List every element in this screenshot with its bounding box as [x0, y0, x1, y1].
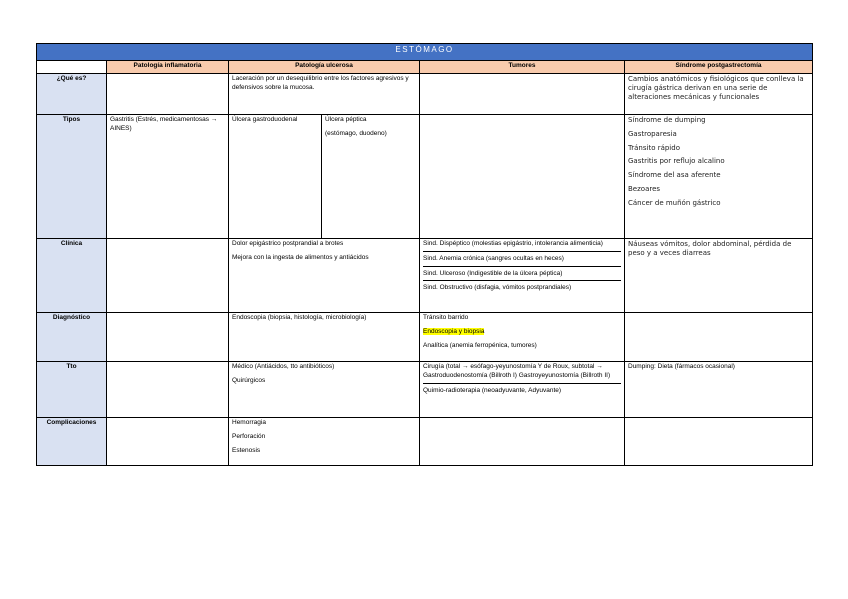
cell-que-es-tumores: [420, 74, 625, 115]
list-item: Tránsito barrido: [423, 314, 469, 321]
list-item: Sind. Dispéptico (molestias epigástrio, intolerancia alimenticia): [423, 240, 621, 252]
list-item: Hemorragia: [232, 419, 266, 426]
list-item: Síndrome de dumping: [628, 116, 706, 124]
cell-complicaciones-ulcerosa: [229, 418, 420, 466]
header-sindrome: Síndrome postgastrectomía: [625, 61, 813, 74]
cell-clinica-tumores: [420, 239, 625, 313]
table-title: ESTÓMAGO: [37, 44, 813, 61]
list-item: Quimio-radioterapia (neoadyuvante, Adyuvante): [423, 386, 562, 394]
cell-tto-ulcerosa: [229, 362, 420, 418]
header-corner: [37, 61, 107, 74]
list-item: Sind. Obstructivo (disfagia, vómitos postprandiales): [423, 284, 572, 292]
list-item: Gastroparesia: [628, 129, 677, 138]
list-item: Mejora con la ingesta de alimentos y antiácidos: [232, 253, 369, 261]
cell-clinica-ulcerosa: [229, 239, 420, 313]
cell-tipos-ulcera-peptica: [322, 115, 420, 239]
list-item: Gastritis por reflujo alcalino: [628, 157, 725, 166]
cell-diagnostico-inflamatoria: [107, 313, 229, 362]
list-item: Analítica (anemia ferropénica, tumores): [423, 341, 537, 349]
row-label-que-es: ¿Qué es?: [37, 74, 107, 115]
list-item: Síndrome del asa aferente: [628, 171, 721, 179]
list-item: Tránsito rápido: [628, 143, 680, 152]
stomach-table: [36, 43, 813, 466]
cell-que-es-ulcerosa: Laceración por un desequilibrio entre los factores agresivos y defensivos sobre la mucosa.: [229, 74, 420, 115]
cell-diagnostico-tumores: [420, 313, 625, 362]
cell-que-es-inflamatoria: [107, 74, 229, 115]
cell-diagnostico-sindrome: [625, 313, 813, 362]
cell-diagnostico-ulcerosa: Endoscopia (biopsia, histología, microbiología): [229, 313, 420, 362]
row-label-diagnostico: Diagnóstico: [37, 313, 107, 362]
cell-tipos-inflamatoria: Gastritis (Estrés, medicamentosas → AINES): [107, 115, 229, 239]
list-item: Estenosis: [232, 446, 261, 454]
cell-tto-tumores: [420, 362, 625, 418]
cell-complicaciones-sindrome: [625, 418, 813, 466]
ulcera-peptica-title: Úlcera péptica: [325, 116, 367, 123]
cell-complicaciones-inflamatoria: [107, 418, 229, 466]
list-item: Quirúrgicos: [232, 376, 266, 384]
list-item: Cirugía (total → esófago-yeyunostomía Y de Roux, subtotal → Gastroduodenostomía (Billroth I) Gastroyeyunostomía (Billroth II): [423, 363, 621, 384]
cell-clinica-inflamatoria: [107, 239, 229, 313]
cell-tipos-tumores: [420, 115, 625, 239]
highlighted-text: Endoscopia y biopsia: [423, 327, 485, 335]
row-label-clinica: Clínica: [37, 239, 107, 313]
row-label-tto: Tto: [37, 362, 107, 418]
row-label-complicaciones: Complicaciones: [37, 418, 107, 466]
header-tumores: Tumores: [420, 61, 625, 74]
list-item: Perforación: [232, 432, 266, 440]
cell-clinica-sindrome: Náuseas vómitos, dolor abdominal, pérdida de peso y a veces diarreas: [625, 239, 813, 313]
row-label-tipos: Tipos: [37, 115, 107, 239]
list-item: Sind. Ulceroso (Indigestible de la úlcera péptica): [423, 270, 621, 282]
list-item: [423, 328, 621, 337]
cell-tto-inflamatoria: [107, 362, 229, 418]
cell-complicaciones-tumores: [420, 418, 625, 466]
header-ulcerosa: Patología ulcerosa: [229, 61, 420, 74]
header-inflamatoria: Patología inflamatoria: [107, 61, 229, 74]
list-item: Dolor epigástrico postprandial a brotes: [232, 240, 344, 247]
cell-que-es-sindrome: Cambios anatómicos y fisiológicos que conlleva la cirugía gástrica derivan en una serie de alteraciones mecánicas y funcionales: [625, 74, 813, 115]
cell-tipos-sindrome: [625, 115, 813, 239]
cell-tipos-ulcera-gastro: Úlcera gastroduodenal: [229, 115, 322, 239]
list-item: Cáncer de muñón gástrico: [628, 198, 721, 207]
list-item: Sind. Anemia crónica (sangres ocultas en heces): [423, 255, 621, 267]
list-item: Bezoares: [628, 184, 661, 193]
cell-tto-sindrome: Dumping: Dieta (fármacos ocasional): [625, 362, 813, 418]
ulcera-peptica-detail: (estómago, duodeno): [325, 129, 387, 137]
list-item: Médico (Antiácidos, tto antibióticos): [232, 363, 335, 370]
